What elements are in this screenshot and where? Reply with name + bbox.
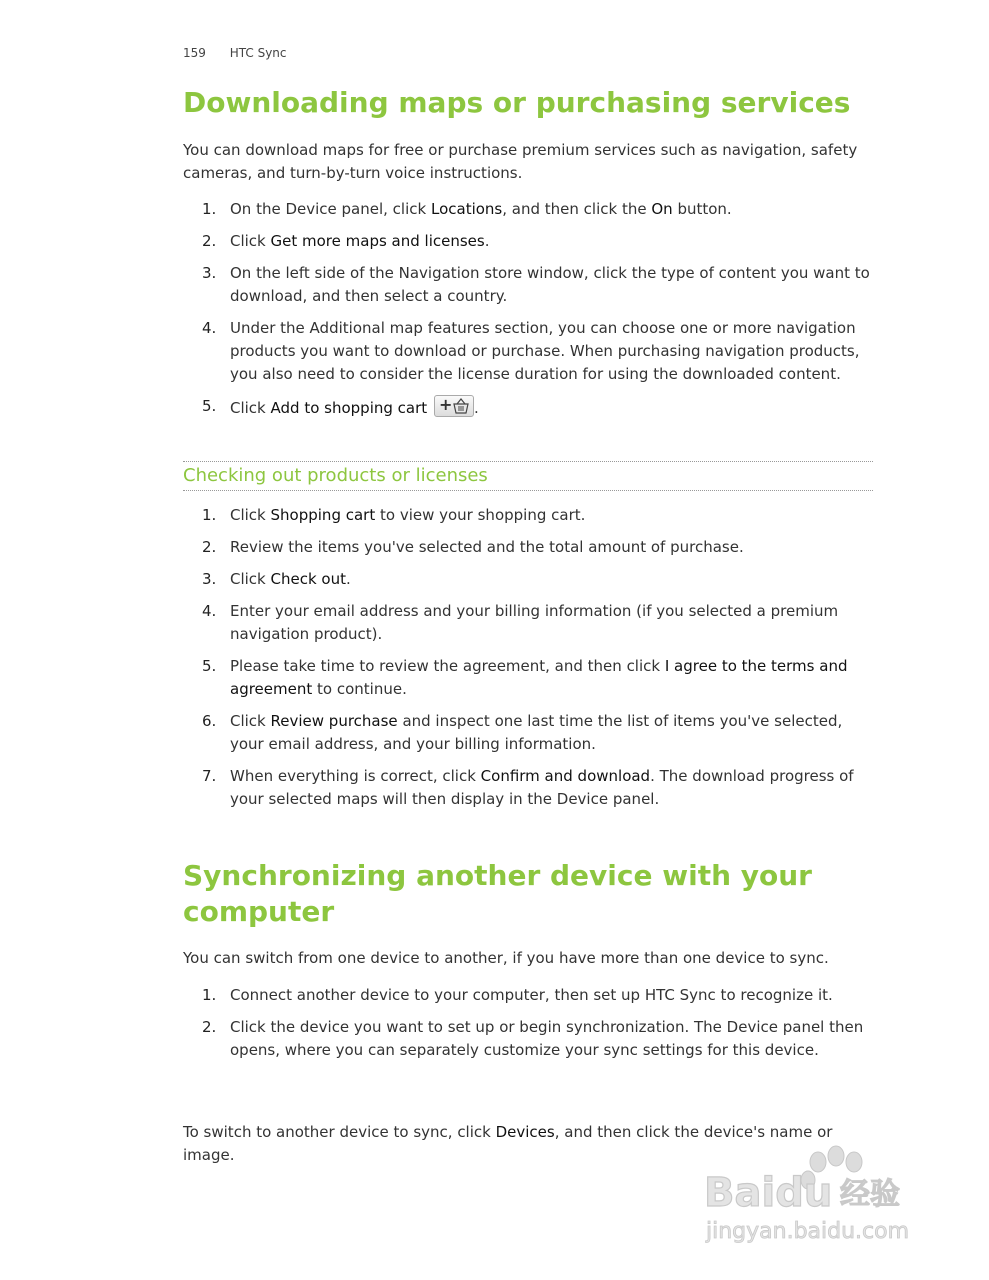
watermark-cn: 经验 (840, 1177, 900, 1212)
step-number: 3. (202, 570, 217, 588)
list-item (183, 262, 873, 308)
step-text: Click (230, 570, 271, 588)
baidu-watermark-logo (700, 1140, 940, 1250)
section-title-synchronizing (183, 858, 873, 930)
step-number: 5. (202, 657, 217, 675)
ui-term-check-out: Check out (270, 570, 346, 588)
step-number: 7. (202, 767, 217, 785)
step-text: . (484, 232, 490, 250)
ui-term-locations: Locations (430, 200, 503, 218)
section2-intro: You can switch from one device to another, if you have more than one device to sync. (183, 949, 829, 967)
step-number: 2. (202, 1018, 217, 1036)
list-item (183, 568, 873, 591)
list-item (183, 1016, 873, 1062)
step-text: and inspect one last time the list of items you've selected, your email address, and your billing information. (230, 712, 843, 753)
watermark-brand: Baidu (704, 1170, 833, 1216)
step-text: button. (672, 200, 732, 218)
step-number: 1. (202, 986, 217, 1004)
step-text: Connect another device to your computer, then set up HTC Sync to recognize it. (230, 986, 833, 1004)
running-header (183, 46, 287, 60)
section1-intro: You can download maps for free or purchase premium services such as navigation, safety cameras, and turn-by-turn voice instructions. (183, 141, 858, 182)
step-text: On the Device panel, click (230, 200, 431, 218)
step-text: to view your shopping cart. (375, 506, 586, 524)
list-item (183, 710, 873, 756)
list-item (183, 600, 873, 646)
step-text: On the left side of the Navigation store window, click the type of content you want to download, and then select a country. (230, 264, 870, 305)
ui-term-confirm-download: Confirm and download (480, 767, 651, 785)
section-title-line: computer (183, 895, 335, 928)
list-item (183, 395, 873, 420)
list-item (183, 655, 873, 701)
list-item (183, 317, 873, 386)
step-number: 3. (202, 264, 217, 282)
outro-text: To switch to another device to sync, click (183, 1123, 496, 1141)
section2-steps (183, 984, 873, 1071)
step-number: 2. (202, 232, 217, 250)
list-item (183, 536, 873, 559)
step-number: 1. (202, 506, 217, 524)
step-text: Enter your email address and your billing information (if you selected a premium navigation product). (230, 602, 839, 643)
list-item (183, 198, 873, 221)
step-text: to continue. (312, 680, 407, 698)
section1-steps (183, 198, 873, 429)
subsection-title-checking-out: Checking out products or licenses (183, 461, 873, 491)
step-number: 5. (202, 397, 217, 415)
ui-term-review-purchase: Review purchase (270, 712, 398, 730)
step-text: . (346, 570, 351, 588)
step-text: Review the items you've selected and the total amount of purchase. (230, 538, 744, 556)
step-number: 1. (202, 200, 217, 218)
ui-term-get-more-maps: Get more maps and licenses (270, 232, 485, 250)
shopping-basket-icon (452, 398, 470, 414)
list-item (183, 765, 873, 811)
step-text: Click (230, 712, 271, 730)
step-number: 2. (202, 538, 217, 556)
ui-term-shopping-cart: Shopping cart (270, 506, 376, 524)
section-title-downloading-maps: Downloading maps or purchasing services (183, 86, 851, 119)
step-text: , and then click the (502, 200, 652, 218)
checkout-steps (183, 504, 873, 820)
step-text: . The download progress of your selected maps will then display in the Device panel. (230, 767, 854, 808)
step-text: Click (230, 232, 271, 250)
step-number: 6. (202, 712, 217, 730)
section-title-line: Synchronizing another device with your (183, 859, 812, 892)
add-to-cart-icon (434, 395, 474, 417)
step-text: Please take time to review the agreement, and then click (230, 657, 665, 675)
step-number: 4. (202, 319, 217, 337)
step-text: Under the Additional map features section, you can choose one or more navigation products you want to download or purchase. When purchasing navigation products, you also need to consider the license duration for using the downloaded content. (230, 319, 860, 383)
list-item (183, 504, 873, 527)
header-section-title: HTC Sync (229, 46, 287, 60)
step-text: When everything is correct, click (230, 767, 481, 785)
step-text: Click the device you want to set up or begin synchronization. The Device panel then opens, where you can separately customize your sync settings for this device. (230, 1018, 864, 1059)
list-item (183, 230, 873, 253)
outro-text: , and then click the device's name or image. (183, 1123, 833, 1164)
list-item (183, 984, 873, 1007)
page-number: 159 (183, 46, 206, 60)
ui-term-devices: Devices (495, 1123, 555, 1141)
step-text: . (473, 399, 479, 417)
ui-term-on: On (651, 200, 673, 218)
step-text: Click (230, 506, 271, 524)
watermark-url: jingyan.baidu.com (706, 1219, 910, 1244)
plus-icon: + (438, 395, 453, 414)
step-number: 4. (202, 602, 217, 620)
step-text: Click (230, 399, 271, 417)
ui-term-i-agree: I agree to the terms and agreement (230, 657, 848, 698)
ui-term-add-to-cart: Add to shopping cart (270, 399, 428, 417)
